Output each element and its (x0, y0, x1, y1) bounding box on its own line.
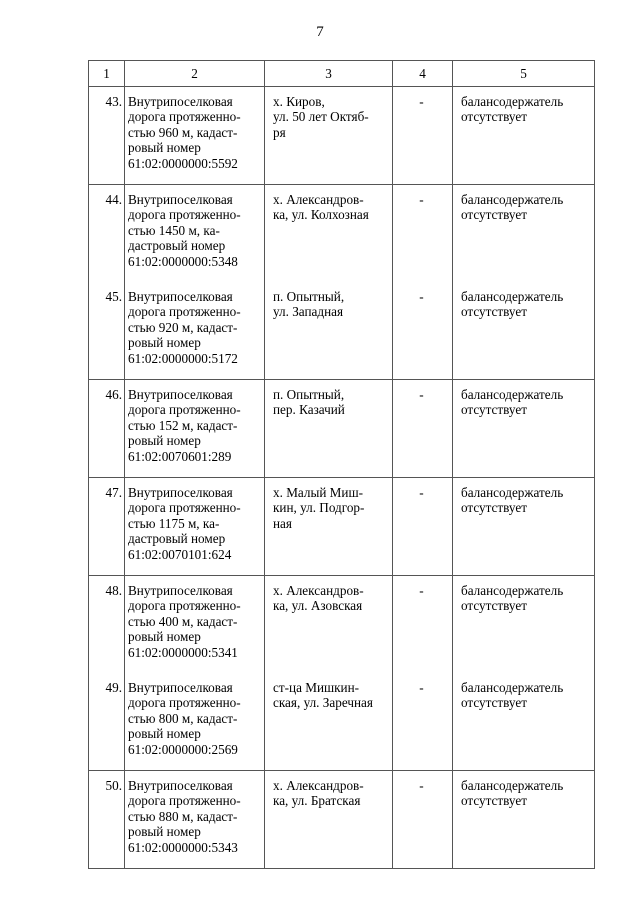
object-note: - (393, 282, 453, 380)
object-address: х. Александров- ка, ул. Братская (265, 771, 393, 869)
balance-holder: балансодержатель отсутствует (453, 478, 595, 576)
table-row (89, 185, 595, 283)
balance-holder: балансодержатель отсутствует (453, 576, 595, 674)
object-description: Внутрипоселковая дорога протяженно- стью 800 м, кадаст- ровый номер 61:02:0000000:2569 (125, 673, 265, 771)
header-cell-1: 1 (89, 61, 125, 87)
row-number: 47. (89, 478, 125, 576)
balance-holder: балансодержатель отсутствует (453, 771, 595, 869)
row-number: 50. (89, 771, 125, 869)
object-address: х. Александров- ка, ул. Колхозная (265, 185, 393, 283)
object-address: х. Малый Миш- кин, ул. Подгор- ная (265, 478, 393, 576)
object-description: Внутрипоселковая дорога протяженно- стью 152 м, кадаст- ровый номер 61:02:0070601:289 (125, 380, 265, 478)
object-note: - (393, 771, 453, 869)
header-cell-5: 5 (453, 61, 595, 87)
object-note: - (393, 478, 453, 576)
object-note: - (393, 576, 453, 674)
header-cell-3: 3 (265, 61, 393, 87)
table-row (89, 771, 595, 869)
table-row (89, 478, 595, 576)
table-header (89, 61, 595, 87)
balance-holder: балансодержатель отсутствует (453, 87, 595, 185)
row-number: 49. (89, 673, 125, 771)
object-description: Внутрипоселковая дорога протяженно- стью 400 м, кадаст- ровый номер 61:02:0000000:5341 (125, 576, 265, 674)
balance-holder: балансодержатель отсутствует (453, 673, 595, 771)
header-row (89, 61, 595, 87)
object-note: - (393, 87, 453, 185)
object-address: х. Киров, ул. 50 лет Октяб- ря (265, 87, 393, 185)
balance-holder: балансодержатель отсутствует (453, 185, 595, 283)
property-table (88, 60, 595, 869)
header-cell-4: 4 (393, 61, 453, 87)
table-row (89, 380, 595, 478)
object-address: ст-ца Мишкин- ская, ул. Заречная (265, 673, 393, 771)
row-number: 45. (89, 282, 125, 380)
object-note: - (393, 185, 453, 283)
object-address: п. Опытный, пер. Казачий (265, 380, 393, 478)
row-number: 44. (89, 185, 125, 283)
table-body (89, 87, 595, 869)
header-cell-2: 2 (125, 61, 265, 87)
table-row (89, 576, 595, 674)
row-number: 48. (89, 576, 125, 674)
object-description: Внутрипоселковая дорога протяженно- стью 880 м, кадаст- ровый номер 61:02:0000000:5343 (125, 771, 265, 869)
balance-holder: балансодержатель отсутствует (453, 380, 595, 478)
table-row (89, 87, 595, 185)
balance-holder: балансодержатель отсутствует (453, 282, 595, 380)
table-row (89, 673, 595, 771)
object-description: Внутрипоселковая дорога протяженно- стью 1450 м, ка- дастровый номер 61:02:0000000:5348 (125, 185, 265, 283)
object-description: Внутрипоселковая дорога протяженно- стью 1175 м, ка- дастровый номер 61:02:0070101:624 (125, 478, 265, 576)
table-row (89, 282, 595, 380)
page-number: 7 (316, 24, 324, 40)
object-description: Внутрипоселковая дорога протяженно- стью 960 м, кадаст- ровый номер 61:02:0000000:5592 (125, 87, 265, 185)
object-note: - (393, 380, 453, 478)
row-number: 46. (89, 380, 125, 478)
object-note: - (393, 673, 453, 771)
object-description: Внутрипоселковая дорога протяженно- стью 920 м, кадаст- ровый номер 61:02:0000000:5172 (125, 282, 265, 380)
object-address: х. Александров- ка, ул. Азовская (265, 576, 393, 674)
row-number: 43. (89, 87, 125, 185)
object-address: п. Опытный, ул. Западная (265, 282, 393, 380)
